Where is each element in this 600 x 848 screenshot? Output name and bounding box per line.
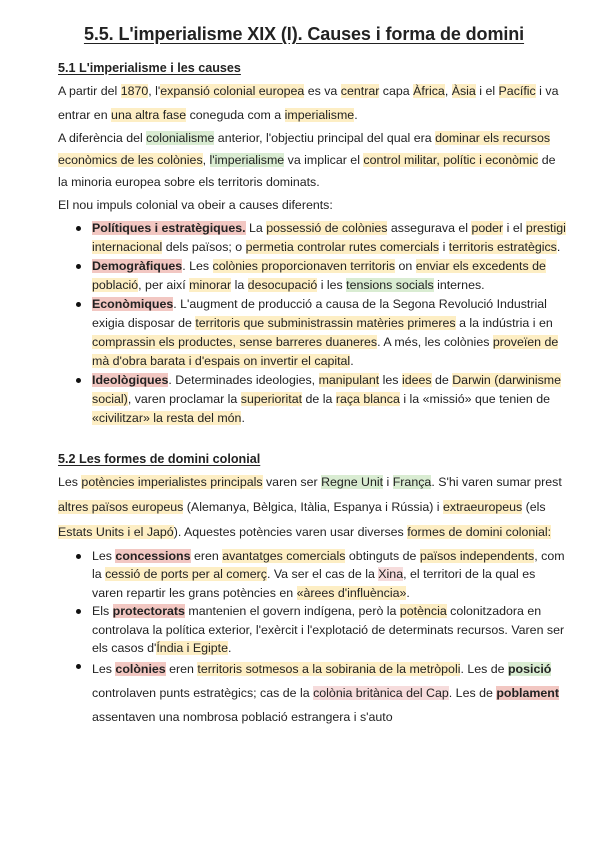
text-run: . — [406, 585, 410, 600]
highlighted-text: colònia britànica del Cap — [313, 686, 449, 701]
text-run: . Les de — [448, 686, 497, 701]
list-item — [92, 602, 568, 657]
highlighted-text: països independents — [419, 549, 535, 563]
highlighted-text: territoris sotmesos a la sobirania de la metròpoli — [197, 662, 461, 677]
text-run: , el territori de la qual es varen repartir les grans potències en — [92, 567, 536, 600]
highlighted-text: Polítiques i estratègiques. — [92, 221, 246, 235]
text-run: la — [231, 278, 248, 292]
highlighted-text: permetia controlar rutes comercials — [245, 240, 440, 254]
highlighted-text: prestigi internacional — [92, 221, 566, 254]
text-run: de — [431, 373, 453, 387]
text-run: Les — [58, 475, 82, 489]
text-run: Les — [92, 662, 116, 677]
highlighted-text: imperialisme — [284, 108, 355, 122]
text-run: eren — [190, 549, 223, 563]
list-item — [92, 257, 568, 295]
list-item — [92, 219, 568, 257]
list-item — [92, 547, 568, 602]
section-1-paragraph-2 — [58, 127, 568, 193]
text-run: i — [383, 475, 393, 489]
highlighted-text: Regne Unit — [321, 475, 384, 489]
text-run: coneguda com a — [186, 108, 285, 122]
highlighted-text: potències imperialistes principals — [81, 475, 263, 489]
text-run: ). Aquestes potències varen usar diverses — [173, 525, 408, 539]
section-1-paragraph-3: El nou impuls colonial va obeir a causes diferents: — [58, 198, 333, 212]
text-run: , — [202, 153, 210, 167]
highlighted-text: enviar els excedents de població — [92, 259, 546, 292]
highlighted-text: poder — [471, 221, 504, 235]
list-item — [92, 657, 568, 729]
highlighted-text: l'imperialisme — [209, 153, 285, 167]
text-run: i va entrar en — [58, 84, 559, 122]
text-run: es va — [304, 84, 341, 98]
highlighted-text: tensions socials — [346, 278, 434, 292]
text-run: . Determinades ideologies, — [168, 373, 319, 387]
text-run: assentaven una nombrosa població estrangera i s'auto — [92, 710, 393, 725]
text-run: A partir del — [58, 84, 121, 98]
highlighted-text: superioritat — [240, 392, 303, 406]
page-title: 5.5. L'imperialisme XIX (I). Causes i forma de domini — [83, 24, 525, 44]
highlighted-text: manipulant — [318, 373, 380, 387]
highlighted-text: «àrees d'influència» — [296, 585, 407, 600]
text-run: . — [350, 354, 354, 368]
highlighted-text: França — [392, 475, 432, 489]
highlighted-text: dominar els recursos econòmics de les colònies — [58, 131, 551, 167]
text-run: , — [444, 84, 452, 98]
text-run: . — [354, 108, 358, 122]
highlighted-text: colònies — [115, 662, 166, 677]
highlighted-text: territoris estratègics — [448, 240, 557, 254]
text-run: i la «missió» que tenien de — [399, 392, 551, 406]
text-run: de la minoria europea sobre els territoris dominats. — [58, 153, 556, 189]
highlighted-text: Pacífic — [498, 84, 536, 98]
highlighted-text: colonialisme — [146, 131, 215, 145]
highlighted-text: proveïen de mà d'obra barata i d'espais on invertir el capital — [92, 335, 559, 368]
highlighted-text: cessió de ports per al comerç — [105, 567, 267, 582]
text-run: les — [379, 373, 402, 387]
text-run: a la indústria i en — [455, 316, 553, 330]
highlighted-text: Estats Units i el Japó — [58, 525, 174, 539]
text-run: , l' — [148, 84, 161, 98]
text-run: . — [241, 411, 245, 425]
section-2-heading: 5.2 Les formes de domini colonial — [58, 452, 261, 466]
highlighted-text: possessió de colònies — [266, 221, 388, 235]
text-run: anterior, l'objectiu principal del qual era — [214, 131, 436, 145]
highlighted-text: Darwin (darwinisme social) — [92, 373, 562, 406]
highlighted-text: extraeuropeus — [443, 500, 523, 514]
highlighted-text: raça blanca — [335, 392, 400, 406]
list-item — [92, 371, 568, 428]
highlighted-text: Xina — [378, 567, 404, 582]
text-run: Les — [92, 549, 116, 563]
text-run: , com la — [92, 549, 565, 582]
highlighted-text: desocupació — [247, 278, 318, 292]
highlighted-text: protectorats — [112, 604, 185, 619]
highlighted-text: altres països europeus — [58, 500, 184, 514]
text-run: La — [245, 221, 267, 235]
highlighted-text: concessions — [115, 549, 191, 563]
highlighted-text: Econòmiques — [92, 297, 174, 311]
text-run: capa — [379, 84, 414, 98]
highlighted-text: minorar — [189, 278, 232, 292]
text-run: (els — [522, 500, 546, 514]
text-run: mantenien el govern indígena, però la — [184, 604, 400, 619]
text-run: Els — [92, 604, 113, 619]
text-run: i el — [475, 84, 499, 98]
text-run: . A més, les colònies — [377, 335, 493, 349]
text-run: de la — [302, 392, 336, 406]
text-run: dels països; o — [162, 240, 246, 254]
text-run: . S'hi varen sumar prest — [431, 475, 562, 489]
text-run: (Alemanya, Bèlgica, Itàlia, Espanya i Rússia) i — [183, 500, 443, 514]
section-1-paragraph-1 — [58, 79, 568, 127]
highlighted-text: poblament — [496, 686, 559, 701]
highlighted-text: avantatges comercials — [222, 549, 346, 563]
text-run: va implicar el — [284, 153, 364, 167]
highlighted-text: Àfrica — [413, 84, 445, 98]
highlighted-text: centrar — [340, 84, 380, 98]
highlighted-text: 1870 — [120, 84, 149, 98]
highlighted-text: idees — [401, 373, 432, 387]
highlighted-text: control militar, polític i econòmic — [363, 153, 539, 167]
text-run: eren — [165, 662, 198, 677]
text-run: obtinguts de — [345, 549, 420, 563]
text-run: i les — [317, 278, 347, 292]
text-run: . Les de — [460, 662, 508, 677]
highlighted-text: colònies proporcionaven territoris — [212, 259, 396, 273]
highlighted-text: Demogràfiques — [92, 259, 183, 273]
list-item — [92, 295, 568, 371]
highlighted-text: Àsia — [451, 84, 476, 98]
text-run: . — [228, 641, 232, 656]
highlighted-text: Ideològiques — [92, 373, 169, 387]
text-run: . L'augment de producció a causa de la Segona Revolució Industrial exigia disposar de — [92, 297, 547, 330]
highlighted-text: formes de domini colonial: — [407, 525, 552, 539]
causes-list — [58, 219, 568, 428]
highlighted-text: «civilitzar» la resta del món — [92, 411, 242, 425]
highlighted-text: Índia i Egipte — [156, 641, 228, 656]
highlighted-text: posició — [507, 662, 552, 677]
text-run: varen ser — [262, 475, 322, 489]
text-run: . — [556, 240, 561, 254]
text-run: A diferència del — [58, 131, 147, 145]
text-run: , per així — [138, 278, 190, 292]
section-1-heading: 5.1 L'imperialisme i les causes — [58, 61, 241, 75]
text-run: . Les — [182, 259, 213, 273]
section-2-paragraph-1 — [58, 470, 568, 545]
text-run: , varen proclamar la — [127, 392, 241, 406]
domination-forms-list — [58, 547, 568, 729]
highlighted-text: expansió colonial europea — [160, 84, 305, 98]
text-run: i — [439, 240, 449, 254]
text-run: colonitzadora en controlava la política exterior, l'exèrcit i l'explotació de determinats recursos. Varen ser els casos d' — [92, 604, 565, 656]
highlighted-text: potència — [399, 604, 447, 619]
text-run: . Va ser el cas de la — [266, 567, 379, 582]
highlighted-text: comprassin els productes, sense barreres duaneres — [92, 335, 378, 349]
text-run: assegurava el — [387, 221, 472, 235]
text-run: internes. — [433, 278, 485, 292]
text-run: on — [395, 259, 416, 273]
text-run: controlaven punts estratègics; cas de la — [92, 686, 314, 701]
highlighted-text: una altra fase — [111, 108, 187, 122]
text-run: i el — [503, 221, 526, 235]
highlighted-text: territoris que subministrassin matèries primeres — [195, 316, 456, 330]
